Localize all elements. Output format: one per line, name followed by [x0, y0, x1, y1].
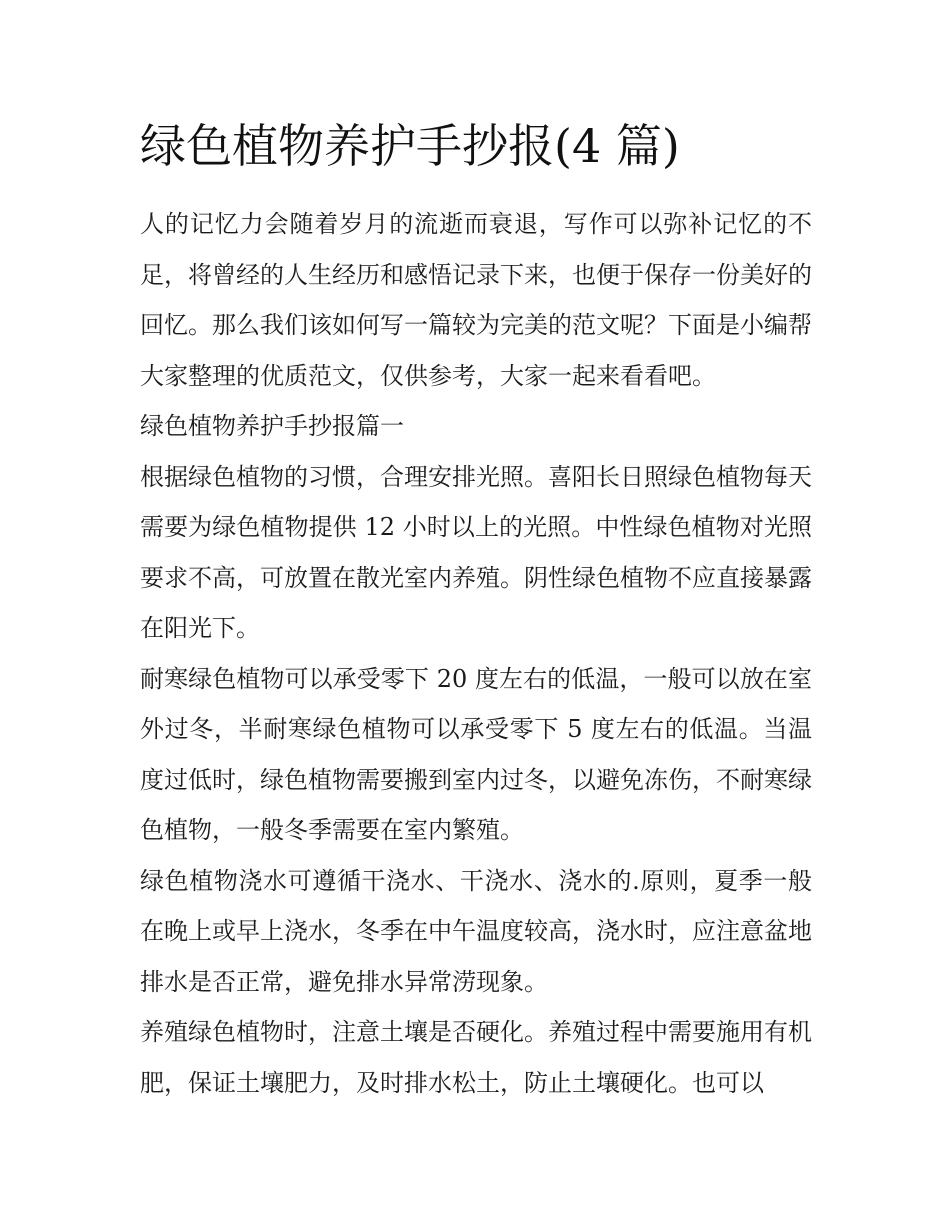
- body-paragraph-watering: 绿色植物浇水可遵循干浇水、干浇水、浇水的.原则，夏季一般在晚上或早上浇水，冬季在中午温度较高，浇水时，应注意盆地排水是否正常，避免排水异常涝现象。: [140, 866, 812, 996]
- document-title: 绿色植物养护手抄报(4 篇): [140, 119, 680, 173]
- body-paragraph-soil: 养殖绿色植物时，注意土壤是否硬化。养殖过程中需要施用有机肥，保证土壤肥力，及时排水松土，防止土壤硬化。也可以: [140, 1018, 812, 1097]
- body-paragraph-temperature: 耐寒绿色植物可以承受零下 20 度左右的低温，一般可以放在室外过冬，半耐寒绿色植物可以承受零下 5 度左右的低温。当温度过低时，绿色植物需要搬到室内过冬，以避免冻伤，不耐寒绿色植物，一般冬季需要在室内繁殖。: [140, 664, 812, 844]
- body-paragraph-light: 根据绿色植物的习惯，合理安排光照。喜阳长日照绿色植物每天需要为绿色植物提供 12 小时以上的光照。中性绿色植物对光照要求不高，可放置在散光室内养殖。阴性绿色植物不应直接暴露在阳光下。: [140, 462, 812, 642]
- document-body: [140, 199, 812, 1108]
- section-heading: 绿色植物养护手抄报篇一: [140, 412, 404, 440]
- intro-paragraph: 人的记忆力会随着岁月的流逝而衰退，写作可以弥补记忆的不足，将曾经的人生经历和感悟记录下来，也便于保存一份美好的回忆。那么我们该如何写一篇较为完美的范文呢？下面是小编帮大家整理的优质范文，仅供参考，大家一起来看看吧。: [140, 210, 812, 390]
